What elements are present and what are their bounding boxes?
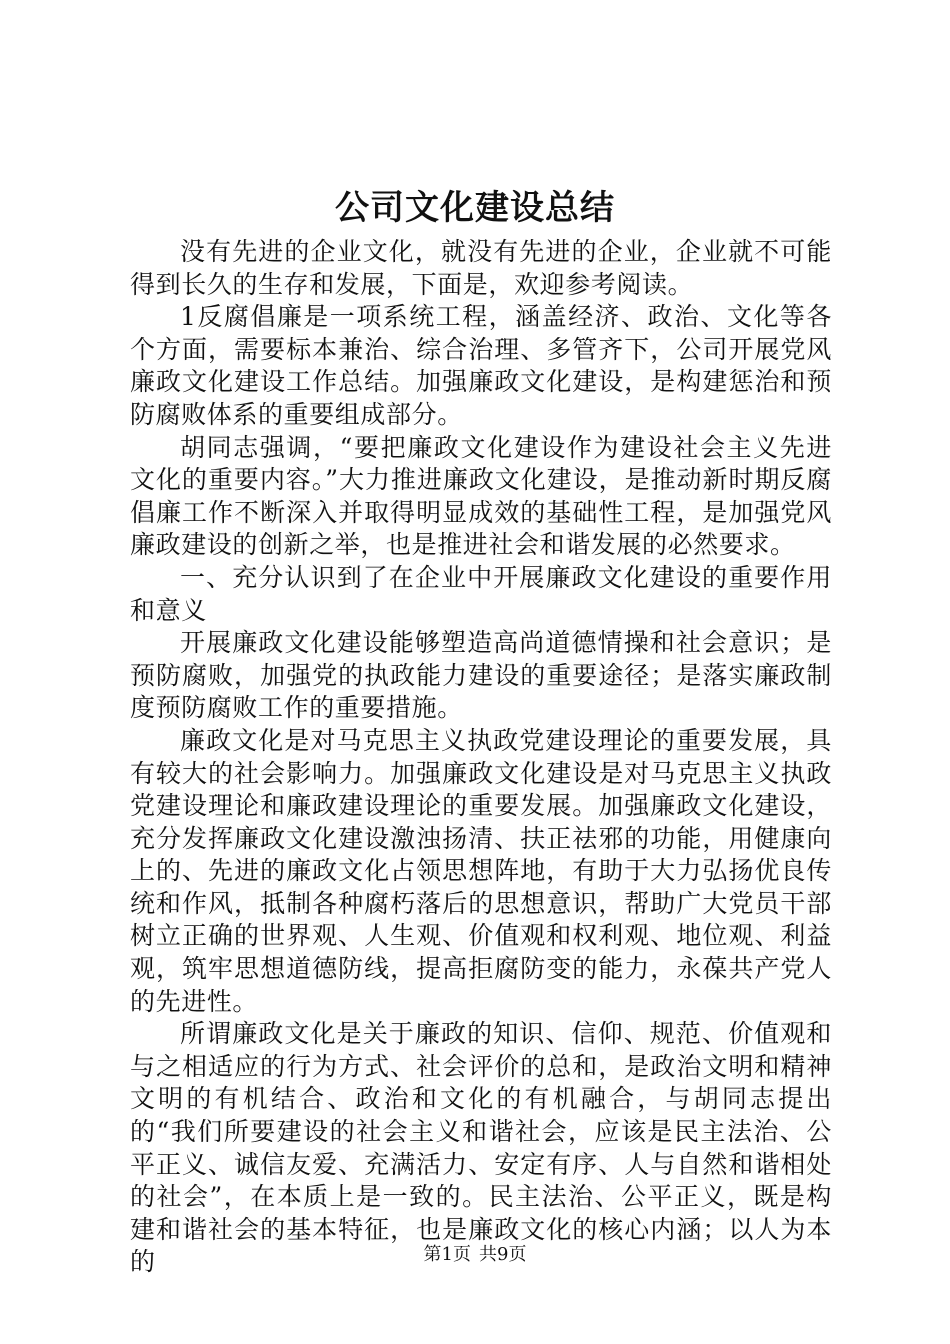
paragraph: 没有先进的企业文化，就没有先进的企业，企业就不可能得到长久的生存和发展，下面是，欢迎参考阅读。 (130, 237, 832, 299)
paragraph: 开展廉政文化建设能够塑造高尚道德情操和社会意识；是预防腐败，加强党的执政能力建设的重要途径；是落实廉政制度预防腐败工作的重要措施。 (130, 628, 832, 723)
document-body (130, 236, 832, 1279)
paragraph: 廉政文化是对马克思主义执政党建设理论的重要发展，具有较大的社会影响力。加强廉政文化建设是对马克思主义执政党建设理论和廉政建设理论的重要发展。加强廉政文化建设，充分发挥廉政文化建设激浊扬清、扶正祛邪的功能，用健康向上的、先进的廉政文化占领思想阵地，有助于大力弘扬优良传统和作风，抵制各种腐朽落后的思想意识，帮助广大党员干部树立正确的世界观、人生观、价值观和权利观、地位观、利益观，筑牢思想道德防线，提高拒腐防变的能力，永葆共产党人的先进性。 (130, 725, 832, 1016)
page-number-total: 共9页 (479, 1244, 527, 1265)
page-footer (0, 1243, 950, 1267)
paragraph: 所谓廉政文化是关于廉政的知识、信仰、规范、价值观和与之相适应的行为方式、社会评价的总和，是政治文明和精神文明的有机结合、政治和文化的有机融合，与胡同志提出的“我们所要建设的社会主义和谐社会，应该是民主法治、公平正义、诚信友爱、充满活力、安定有序、人与自然和谐相处的社会”，在本质上是一致的。民主法治、公平正义，既是构建和谐社会的基本特征，也是廉政文化的核心内涵；以人为本的 (130, 1019, 832, 1277)
page-number-current: 第1页 (423, 1244, 471, 1265)
paragraph: 1反腐倡廉是一项系统工程，涵盖经济、政治、文化等各个方面，需要标本兼治、综合治理、多管齐下，公司开展党风廉政文化建设工作总结。加强廉政文化建设，是构建惩治和预防腐败体系的重要组成部分。 (130, 302, 832, 429)
section-heading: 一、充分认识到了在企业中开展廉政文化建设的重要作用和意义 (130, 562, 832, 625)
paragraph: 胡同志强调，“要把廉政文化建设作为建设社会主义先进文化的重要内容。”大力推进廉政文化建设，是推动新时期反腐倡廉工作不断深入并取得明显成效的基础性工程，是加强党风廉政建设的创新之举，也是推进社会和谐发展的必然要求。 (130, 432, 832, 560)
document-title: 公司文化建设总结 (335, 188, 615, 228)
